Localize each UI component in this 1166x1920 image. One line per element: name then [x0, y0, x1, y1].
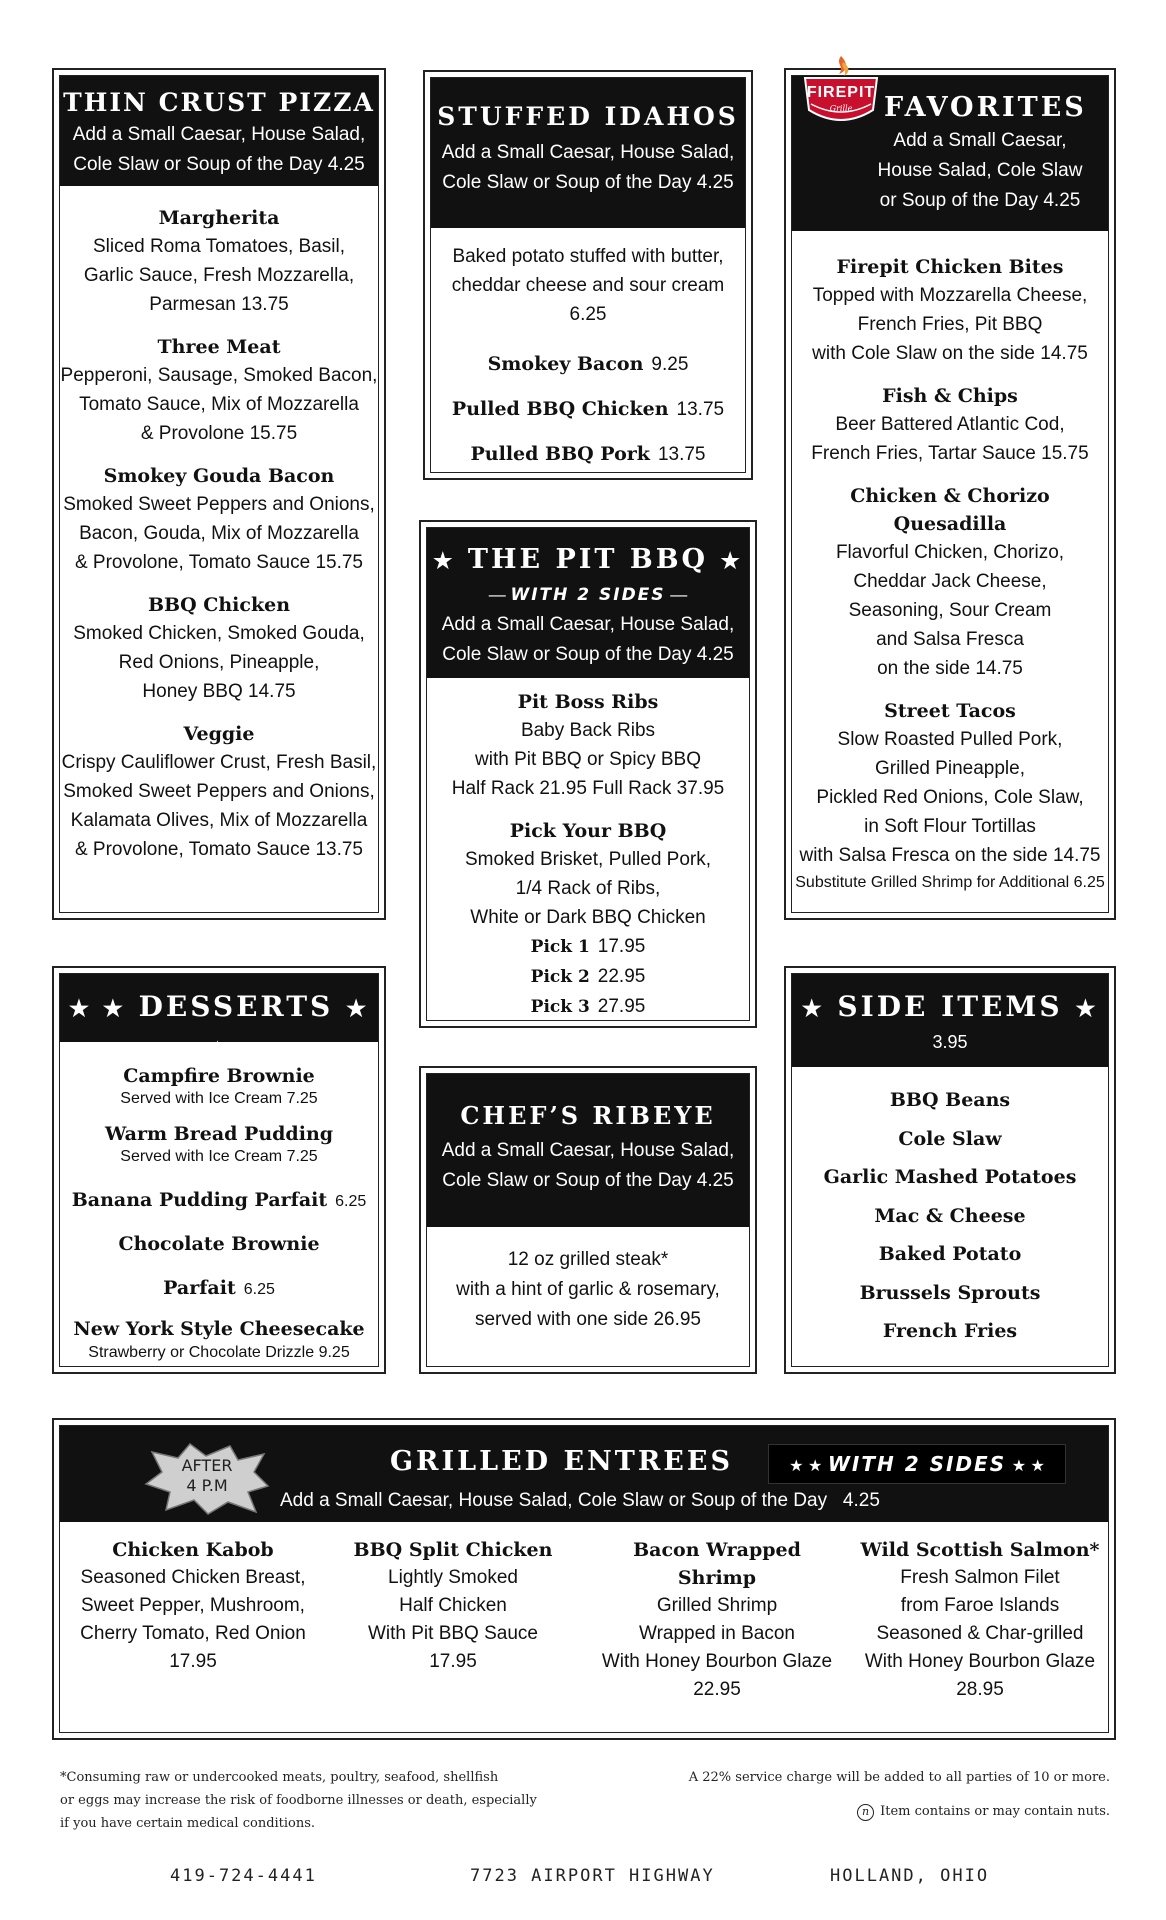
- ribeye-body: [427, 1227, 749, 1335]
- item-desc: on the side 14.75: [877, 658, 1023, 679]
- idahos-intro-line-1: Baked potato stuffed with butter,: [452, 246, 724, 267]
- pick-label: Pick 2: [530, 967, 590, 987]
- desserts-title-text: DESSERTS: [138, 990, 334, 1023]
- side-item: French Fries: [882, 1320, 1018, 1342]
- item-desc: Red Onions, Pineapple,: [118, 652, 320, 673]
- city-state: HOLLAND, OHIO: [830, 1866, 990, 1886]
- menu-item: [431, 343, 745, 388]
- item-desc: Bacon, Gouda, Mix of Mozzarella: [79, 523, 359, 544]
- item-name: Pulled BBQ Pork: [470, 443, 650, 465]
- pitbbq-with-sides-text: WITH 2 SIDES: [510, 585, 666, 605]
- item-name: Chocolate Brownie Parfait: [118, 1233, 320, 1299]
- pick-label: Pick 1: [530, 937, 590, 957]
- menu-item: [60, 591, 378, 706]
- item-name: New York Style Cheesecake: [73, 1318, 365, 1340]
- item-name: Margherita: [158, 207, 280, 229]
- ribeye-desc-line-1: 12 oz grilled steak*: [507, 1249, 669, 1270]
- item-desc: French Fries, Tartar Sauce 15.75: [811, 443, 1089, 464]
- item-desc: Smoked Brisket, Pulled Pork,: [464, 849, 712, 870]
- pick-price: 27.95: [597, 996, 646, 1017]
- sides-panel-inner: [791, 973, 1109, 1367]
- menu-item: [431, 433, 745, 473]
- nut-icon: n: [857, 1804, 874, 1821]
- item-desc: & Provolone 15.75: [140, 423, 298, 444]
- side-item: Mac & Cheese: [874, 1204, 1026, 1227]
- nuts-note: [640, 1800, 1110, 1823]
- ribeye-subtitle-line-2: Cole Slaw or Soup of the Day 4.25: [442, 1170, 734, 1191]
- item-name: Bacon Wrapped Shrimp: [633, 1539, 801, 1589]
- favorites-panel: [784, 68, 1116, 920]
- service-charge-note: A 22% service charge will be added to all parties of 10 or more.: [688, 1770, 1110, 1785]
- item-desc: with Cole Slaw on the side 14.75: [812, 343, 1088, 364]
- pick-row: [427, 992, 749, 1021]
- raw-food-disclaimer: [60, 1766, 580, 1835]
- after-4pm-badge: [144, 1442, 270, 1516]
- pizza-panel-inner: [59, 75, 379, 913]
- disclaimer-line: or eggs may increase the risk of foodborne illnesses or death, especially: [60, 1793, 537, 1808]
- pizza-header: [60, 76, 378, 186]
- side-item: Garlic Mashed Potatoes: [823, 1166, 1077, 1188]
- item-price: 13.75: [657, 444, 706, 465]
- favorites-panel-inner: [791, 75, 1109, 913]
- item-desc: in Soft Flour Tortillas: [864, 816, 1036, 837]
- menu-item: [792, 697, 1108, 894]
- item-price: 13.75: [676, 399, 725, 420]
- menu-item: [60, 1316, 378, 1364]
- sides-title: [792, 987, 1108, 1029]
- ribeye-desc-line-3: served with one side 26.95: [474, 1309, 702, 1330]
- pitbbq-panel: [419, 520, 757, 1028]
- item-name: Veggie: [183, 723, 255, 745]
- pick-row: [427, 932, 749, 962]
- item-desc: Wrapped in Bacon: [639, 1623, 795, 1644]
- idahos-subtitle-line-1: Add a Small Caesar, House Salad,: [441, 142, 735, 163]
- item-desc: Sweet Pepper, Mushroom,: [81, 1595, 305, 1616]
- favorites-subtitle-line-3: or Soup of the Day 4.25: [879, 190, 1081, 211]
- pitbbq-items: [427, 678, 749, 1021]
- item-desc: with Salsa Fresca on the side 14.75: [799, 845, 1101, 866]
- firepit-logo-text: FIREPIT: [806, 84, 876, 101]
- item-name: Chicken Kabob: [112, 1539, 274, 1561]
- item-desc: Served with Ice Cream 7.25: [120, 1090, 318, 1107]
- idahos-intro-line-2: cheddar cheese and sour cream 6.25: [451, 275, 725, 325]
- item-name: BBQ Split Chicken: [353, 1539, 553, 1561]
- favorites-items: [792, 231, 1108, 894]
- item-desc: with Pit BBQ or Spicy BBQ: [475, 749, 701, 770]
- item-desc: Half Chicken: [399, 1595, 507, 1616]
- menu-item: [792, 382, 1108, 468]
- pitbbq-title-text: THE PIT BBQ: [467, 544, 709, 575]
- item-desc: Seasoned & Char-grilled: [876, 1623, 1084, 1644]
- item-desc: & Provolone, Tomato Sauce 15.75: [74, 552, 363, 573]
- star-icon: ★: [1075, 996, 1099, 1022]
- ribeye-panel: [419, 1066, 757, 1374]
- item-price: 9.25: [651, 354, 689, 375]
- disclaimer-line: *Consuming raw or undercooked meats, poultry, seafood, shellfish: [60, 1770, 499, 1785]
- item-name: Firepit Chicken Bites: [836, 256, 1064, 278]
- side-item: Cole Slaw: [898, 1127, 1002, 1150]
- item-desc: Seasoning, Sour Cream: [848, 600, 1052, 621]
- item-desc: Fresh Salmon Filet: [900, 1567, 1060, 1588]
- item-desc: With Honey Bourbon Glaze: [601, 1651, 833, 1672]
- favorites-subtitle-line-1: Add a Small Caesar,: [893, 130, 1067, 151]
- star-icon: ★: [801, 996, 825, 1022]
- star-icon: ★: [433, 549, 456, 574]
- menu-item: [60, 720, 378, 864]
- nuts-note-text: Item contains or may contain nuts.: [880, 1804, 1110, 1819]
- pitbbq-panel-inner: [426, 527, 750, 1021]
- item-desc: Cherry Tomato, Red Onion: [80, 1623, 306, 1644]
- menu-item: [792, 253, 1108, 368]
- item-desc: With Honey Bourbon Glaze: [864, 1651, 1096, 1672]
- idahos-subtitle-line-2: Cole Slaw or Soup of the Day 4.25: [442, 172, 734, 193]
- pick-label: Pick 3: [530, 997, 590, 1017]
- desserts-items: [60, 1042, 378, 1364]
- item-desc: Garlic Sauce, Fresh Mozzarella,: [83, 265, 355, 286]
- dash-icon: —: [670, 585, 688, 604]
- desserts-panel-inner: [59, 973, 379, 1367]
- grilled-header: [60, 1426, 1108, 1522]
- ribeye-title: CHEF’S RIBEYE: [460, 1101, 716, 1130]
- grilled-with-sides-text: WITH 2 SIDES: [827, 1452, 1007, 1476]
- item-name: BBQ Chicken: [147, 594, 291, 616]
- grilled-items: [60, 1522, 1108, 1722]
- pizza-title: THIN CRUST PIZZA: [63, 88, 375, 117]
- entree-column: [338, 1536, 568, 1676]
- grilled-with-sides: [768, 1444, 1066, 1484]
- side-item: BBQ Beans: [889, 1089, 1011, 1111]
- menu-item: [60, 1180, 378, 1224]
- ribeye-header: [427, 1074, 749, 1227]
- item-desc: Smoked Sweet Peppers and Onions,: [63, 781, 375, 802]
- ribeye-desc-line-2: with a hint of garlic & rosemary,: [456, 1279, 720, 1300]
- star-icon: ★ ★: [1011, 1458, 1045, 1475]
- item-name: Wild Scottish Salmon*: [860, 1539, 1100, 1561]
- entree-column: [855, 1536, 1105, 1704]
- star-icon: ★ ★: [789, 1458, 823, 1475]
- item-price: 6.25: [243, 1281, 275, 1298]
- item-desc: Tomato Sauce, Mix of Mozzarella: [79, 394, 359, 415]
- item-desc: With Pit BBQ Sauce: [367, 1623, 538, 1644]
- item-desc: White or Dark BBQ Chicken: [470, 907, 706, 928]
- menu-item: [60, 333, 378, 448]
- pitbbq-subtitle-line-1: Add a Small Caesar, House Salad,: [441, 614, 735, 635]
- item-desc: Pickled Red Onions, Cole Slaw,: [816, 787, 1084, 808]
- street-address: 7723 AIRPORT HIGHWAY: [470, 1866, 715, 1886]
- entree-column: [592, 1536, 842, 1704]
- item-desc: 1/4 Rack of Ribs,: [515, 878, 661, 899]
- item-desc: Parmesan 13.75: [149, 294, 289, 315]
- menu-item: [431, 388, 745, 433]
- item-desc: Sliced Roma Tomatoes, Basil,: [92, 236, 346, 257]
- item-desc: Smoked Sweet Peppers and Onions,: [63, 494, 375, 515]
- firepit-logo-subtext: Grille: [829, 104, 853, 113]
- item-desc: and Salsa Fresca: [876, 629, 1024, 650]
- item-name: Chicken & Chorizo Quesadilla: [850, 485, 1050, 535]
- desserts-panel: [52, 966, 386, 1374]
- menu-item: [427, 817, 749, 1021]
- sides-price: 3.95: [932, 1032, 968, 1052]
- menu-item: [60, 1122, 378, 1168]
- idahos-panel: [423, 70, 753, 480]
- item-desc: French Fries, Pit BBQ: [857, 314, 1043, 335]
- pick-price: 22.95: [597, 966, 646, 987]
- idahos-title: STUFFED IDAHOS: [437, 102, 739, 131]
- item-desc: Beer Battered Atlantic Cod,: [835, 414, 1065, 435]
- item-name: Banana Pudding Parfait: [71, 1189, 328, 1211]
- item-price: 22.95: [693, 1679, 741, 1700]
- item-desc: Pepperoni, Sausage, Smoked Bacon,: [60, 365, 378, 386]
- item-desc: Kalamata Olives, Mix of Mozzarella: [70, 810, 368, 831]
- item-name: Pick Your BBQ: [509, 820, 667, 842]
- grilled-panel-inner: [59, 1425, 1109, 1733]
- item-desc: Lightly Smoked: [388, 1567, 518, 1588]
- item-desc: Grilled Shrimp: [656, 1595, 778, 1616]
- item-name: Campfire Brownie: [123, 1065, 315, 1087]
- item-desc: Grilled Pineapple,: [875, 758, 1025, 779]
- phone-number: 419-724-4441: [170, 1866, 317, 1886]
- pizza-panel: [52, 68, 386, 920]
- sides-panel: [784, 966, 1116, 1374]
- favorites-title: FAVORITES: [884, 92, 1087, 123]
- after-4pm-line-2: 4 P.M: [186, 1476, 228, 1495]
- item-desc: Cheddar Jack Cheese,: [853, 571, 1047, 592]
- item-name: Smokey Bacon: [487, 353, 644, 375]
- pitbbq-with-sides: [427, 580, 749, 610]
- item-note: Substitute Grilled Shrimp for Additional 6.25: [795, 874, 1105, 891]
- menu-item: [792, 482, 1108, 683]
- item-desc: & Provolone, Tomato Sauce 13.75: [74, 839, 363, 860]
- after-4pm-line-1: AFTER: [181, 1456, 233, 1475]
- sides-title-text: SIDE ITEMS: [837, 990, 1063, 1023]
- ribeye-panel-inner: [426, 1073, 750, 1367]
- pitbbq-title: [427, 542, 749, 580]
- star-icon: ★ ★: [68, 996, 126, 1022]
- desserts-header: [60, 974, 378, 1064]
- sides-header: [792, 974, 1108, 1067]
- favorites-subtitle-line-2: House Salad, Cole Slaw: [877, 160, 1083, 181]
- item-desc: Seasoned Chicken Breast,: [80, 1567, 306, 1588]
- item-desc: Slow Roasted Pulled Pork,: [837, 729, 1063, 750]
- pitbbq-subtitle-line-2: Cole Slaw or Soup of the Day 4.25: [442, 644, 734, 665]
- item-desc: Strawberry or Chocolate Drizzle 9.25: [88, 1344, 350, 1361]
- grilled-title: GRILLED ENTREES: [390, 1446, 733, 1477]
- ribeye-subtitle-line-1: Add a Small Caesar, House Salad,: [441, 1140, 735, 1161]
- item-name: Three Meat: [157, 336, 281, 358]
- item-name: Fish & Chips: [882, 385, 1018, 407]
- item-desc: from Faroe Islands: [900, 1595, 1060, 1616]
- star-icon: ★ ★: [207, 996, 370, 1064]
- item-desc: Topped with Mozzarella Cheese,: [812, 285, 1088, 306]
- grilled-subtitle: Add a Small Caesar, House Salad, Cole Slaw or Soup of the Day 4.25: [280, 1490, 880, 1511]
- item-desc: Flavorful Chicken, Chorizo,: [835, 542, 1065, 563]
- item-price: 6.25: [335, 1193, 367, 1210]
- menu-item: [60, 1064, 378, 1110]
- firepit-logo: [799, 52, 883, 134]
- menu-item: [60, 204, 378, 319]
- item-name: Pulled BBQ Chicken: [451, 398, 669, 420]
- pick-row: [427, 962, 749, 992]
- pizza-items: [60, 186, 378, 864]
- idahos-header: [431, 78, 745, 228]
- side-item: Brussels Sprouts: [859, 1281, 1041, 1304]
- idahos-items: [431, 228, 745, 473]
- item-name: Warm Bread Pudding: [104, 1123, 334, 1145]
- pitbbq-header: [427, 528, 749, 678]
- menu-item: [60, 462, 378, 577]
- sides-items: [792, 1067, 1108, 1351]
- item-name: Pit Boss Ribs: [517, 691, 659, 713]
- idahos-panel-inner: [430, 77, 746, 473]
- item-desc: Crispy Cauliflower Crust, Fresh Basil,: [61, 752, 377, 773]
- side-item: Baked Potato: [878, 1243, 1022, 1265]
- pick-price: 17.95: [597, 936, 646, 957]
- item-name: Smokey Gouda Bacon: [103, 465, 335, 487]
- item-desc: Baby Back Ribs: [520, 720, 656, 741]
- item-desc: Served with Ice Cream 7.25: [120, 1148, 318, 1165]
- item-price: 28.95: [956, 1679, 1004, 1700]
- pizza-subtitle-line-1: Add a Small Caesar, House Salad,: [72, 124, 366, 145]
- entree-column: [78, 1536, 308, 1676]
- pizza-subtitle-line-2: Cole Slaw or Soup of the Day 4.25: [73, 154, 365, 175]
- menu-item: [427, 688, 749, 803]
- grilled-panel: [52, 1418, 1116, 1740]
- item-price: 17.95: [169, 1651, 217, 1672]
- menu-item: [60, 1224, 378, 1312]
- item-desc: Honey BBQ 14.75: [142, 681, 296, 702]
- item-desc: Half Rack 21.95 Full Rack 37.95: [451, 778, 725, 799]
- disclaimer-line: if you have certain medical conditions.: [60, 1816, 316, 1831]
- item-price: 17.95: [429, 1651, 477, 1672]
- item-desc: Smoked Chicken, Smoked Gouda,: [73, 623, 365, 644]
- star-icon: ★: [720, 549, 743, 574]
- item-name: Street Tacos: [884, 700, 1016, 722]
- dash-icon: —: [488, 585, 506, 604]
